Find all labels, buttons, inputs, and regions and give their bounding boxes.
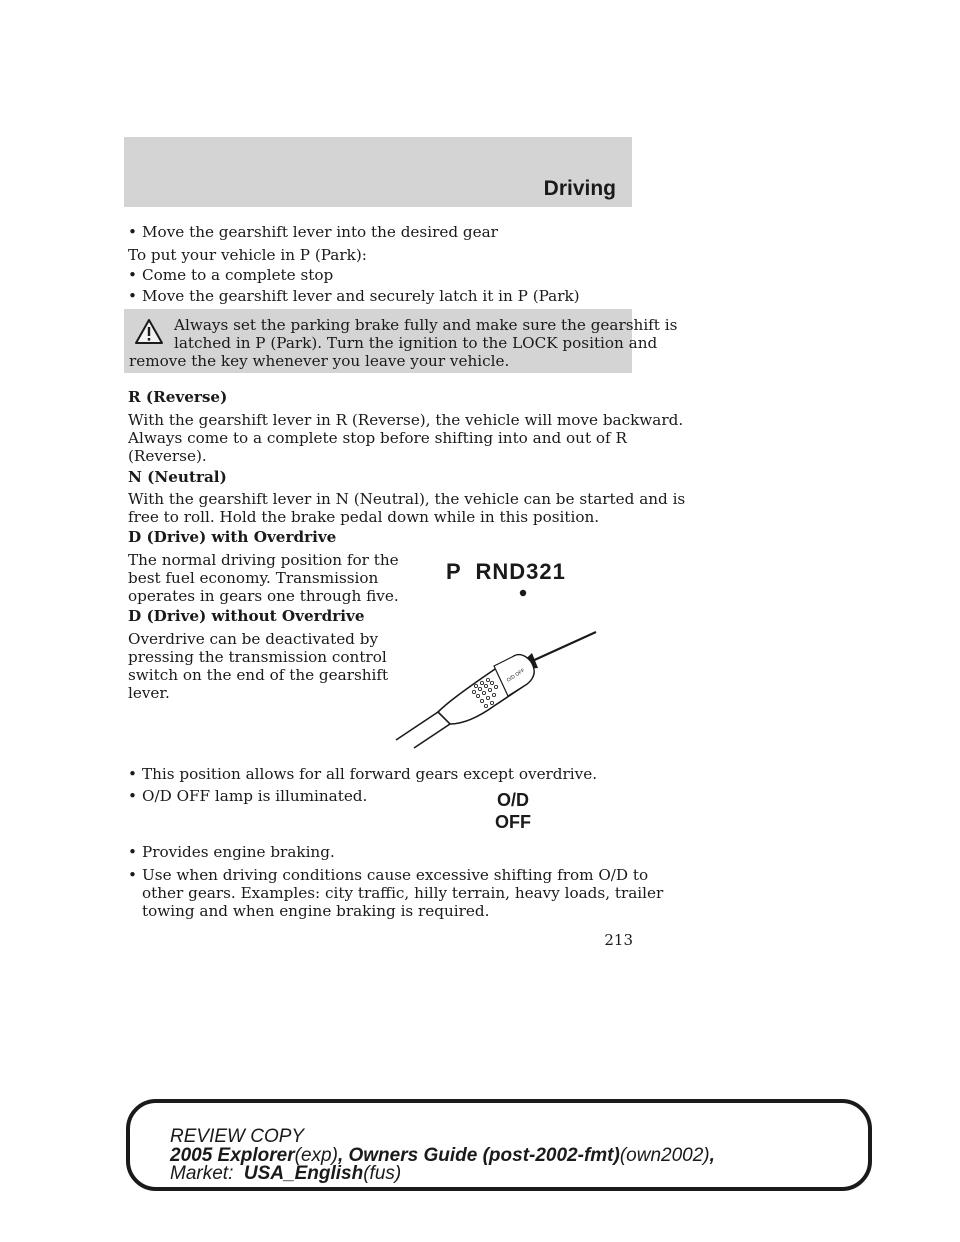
drive-od-text-1: The normal driving position for the bbox=[128, 551, 399, 569]
bullet-od-lamp: • O/D OFF lamp is illuminated. bbox=[142, 786, 367, 806]
warning-box bbox=[124, 309, 678, 373]
bullet-forward-gears: • This position allows for all forward gears except overdrive. bbox=[142, 764, 597, 784]
neutral-text-1: With the gearshift lever in N (Neutral), the vehicle can be started and is bbox=[128, 490, 686, 508]
footer-model: 2005 Explorer bbox=[170, 1145, 295, 1166]
drive-od-heading: D (Drive) with Overdrive bbox=[128, 528, 337, 546]
footer-sep-2: , bbox=[709, 1145, 715, 1166]
header-band bbox=[124, 137, 632, 207]
bullet-use-when-2: other gears. Examples: city traffic, hilly terrain, heavy loads, trailer bbox=[142, 884, 664, 902]
gearshift-lever-illustration bbox=[390, 620, 605, 750]
bullet-use-when-3: towing and when engine braking is required. bbox=[142, 902, 490, 920]
drive-od-text-3: operates in gears one through five. bbox=[128, 587, 399, 605]
switch-label: O/D OFF bbox=[505, 667, 527, 684]
drive-nood-text-1: Overdrive can be deactivated by bbox=[128, 630, 379, 648]
footer-sep-1: , bbox=[337, 1145, 349, 1166]
reverse-heading: R (Reverse) bbox=[128, 388, 228, 406]
footer-market-code: (fus) bbox=[363, 1163, 402, 1184]
footer-guide-code: (own2002) bbox=[619, 1145, 710, 1166]
warning-icon bbox=[134, 318, 164, 345]
page-number: 213 bbox=[604, 931, 633, 949]
reverse-text-1: With the gearshift lever in R (Reverse), the vehicle will move backward. bbox=[128, 411, 684, 429]
reverse-text-2: Always come to a complete stop before shifting into and out of R bbox=[128, 429, 627, 447]
footer-market-line bbox=[170, 1164, 401, 1184]
od-off-lamp bbox=[488, 789, 538, 833]
od-off-lamp-line2: OFF bbox=[495, 812, 531, 832]
drive-nood-text-3: switch on the end of the gearshift bbox=[128, 666, 389, 684]
gear-indicator-label: P RND321 bbox=[446, 559, 566, 584]
bullet-gearshift: • Move the gearshift lever into the desired gear bbox=[142, 222, 498, 242]
drive-od-text-2: best fuel economy. Transmission bbox=[128, 569, 379, 587]
footer-review-box bbox=[126, 1099, 872, 1191]
bullet-use-when-1: • Use when driving conditions cause excessive shifting from O/D to bbox=[142, 865, 648, 885]
neutral-text-2: free to roll. Hold the brake pedal down while in this position. bbox=[128, 508, 600, 526]
footer-review-copy: REVIEW COPY bbox=[170, 1126, 305, 1147]
section-title: Driving bbox=[543, 177, 616, 200]
warning-line-3: remove the key whenever you leave your vehicle. bbox=[129, 352, 510, 370]
reverse-text-3: (Reverse). bbox=[128, 447, 207, 465]
drive-nood-text-4: lever. bbox=[128, 684, 170, 702]
park-intro: To put your vehicle in P (Park): bbox=[128, 246, 367, 264]
footer-guide: Owners Guide (post-2002-fmt) bbox=[348, 1145, 620, 1166]
drive-nood-heading: D (Drive) without Overdrive bbox=[128, 607, 365, 625]
warning-line-2: latched in P (Park). Turn the ignition to the LOCK position and bbox=[174, 334, 658, 352]
footer-market: USA_English bbox=[243, 1163, 364, 1184]
od-off-lamp-line1: O/D bbox=[496, 790, 529, 810]
bullet-engine-braking: • Provides engine braking. bbox=[142, 842, 335, 862]
gear-indicator-dot bbox=[518, 588, 528, 598]
footer-market-label: Market: bbox=[170, 1163, 234, 1184]
bullet-latch-park: • Move the gearshift lever and securely latch it in P (Park) bbox=[142, 286, 580, 306]
warning-line-1: Always set the parking brake fully and make sure the gearshift is bbox=[174, 316, 678, 334]
neutral-heading: N (Neutral) bbox=[128, 468, 227, 486]
drive-nood-text-2: pressing the transmission control bbox=[128, 648, 387, 666]
bullet-complete-stop: • Come to a complete stop bbox=[142, 265, 333, 285]
footer-model-code: (exp) bbox=[294, 1145, 338, 1166]
